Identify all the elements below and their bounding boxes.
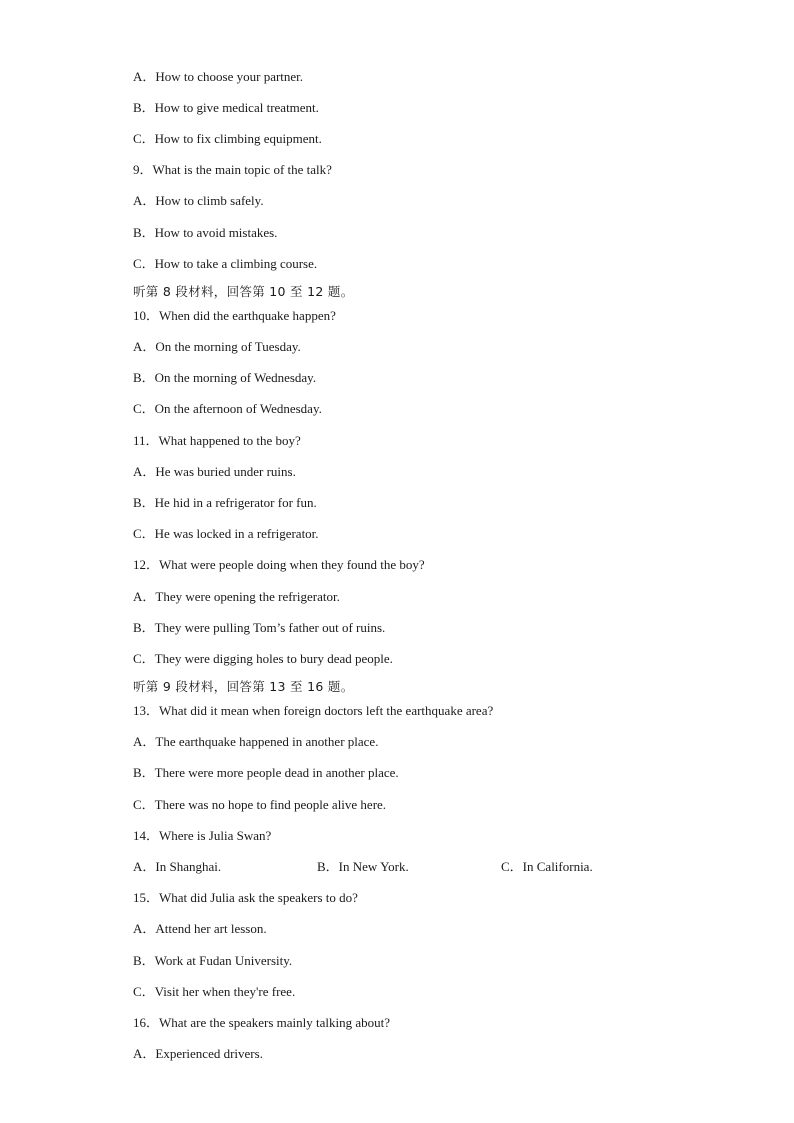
answer-option: A．Experienced drivers.: [133, 1046, 263, 1061]
answer-option: A．Attend her art lesson.: [133, 921, 267, 936]
answer-option: B．On the morning of Wednesday.: [133, 370, 317, 385]
answer-option: A．They were opening the refrigerator.: [133, 589, 340, 604]
answer-option: B．Work at Fudan University.: [133, 953, 293, 968]
answer-option: A．How to climb safely.: [133, 193, 264, 208]
question-stem: 13．What did it mean when foreign doctors left the earthquake area?: [133, 703, 494, 718]
question-stem: 14．Where is Julia Swan?: [133, 828, 272, 843]
question-stem: 10．When did the earthquake happen?: [133, 308, 336, 323]
answer-option: B．They were pulling Tom’s father out of ruins.: [133, 620, 386, 635]
answer-option: C．In California.: [501, 859, 593, 874]
answer-option: C．He was locked in a refrigerator.: [133, 526, 319, 541]
answer-option: C．How to take a climbing course.: [133, 256, 318, 271]
answer-option: C．Visit her when they're free.: [133, 984, 296, 999]
question-stem: 15．What did Julia ask the speakers to do?: [133, 890, 358, 905]
answer-option: C．There was no hope to find people alive here.: [133, 797, 387, 812]
answer-option: C．On the afternoon of Wednesday.: [133, 401, 322, 416]
answer-option: A．The earthquake happened in another place.: [133, 734, 379, 749]
answer-option: B．There were more people dead in another place.: [133, 765, 399, 780]
answer-option: B．How to give medical treatment.: [133, 100, 319, 115]
section-instruction: 听第 9 段材料，回答第 13 至 16 题。: [133, 679, 354, 694]
question-stem: 11．What happened to the boy?: [133, 433, 301, 448]
question-stem: 12．What were people doing when they found the boy?: [133, 557, 425, 572]
answer-option: B．How to avoid mistakes.: [133, 225, 278, 240]
answer-option: B．He hid in a refrigerator for fun.: [133, 495, 317, 510]
answer-option: A．In Shanghai.: [133, 859, 222, 874]
answer-option: A．He was buried under ruins.: [133, 464, 296, 479]
answer-option: A．How to choose your partner.: [133, 69, 304, 84]
question-stem: 9．What is the main topic of the talk?: [133, 162, 332, 177]
question-stem: 16．What are the speakers mainly talking about?: [133, 1015, 391, 1030]
answer-option: C．How to fix climbing equipment.: [133, 131, 322, 146]
section-instruction: 听第 8 段材料，回答第 10 至 12 题。: [133, 284, 354, 299]
answer-option: A．On the morning of Tuesday.: [133, 339, 301, 354]
answer-option: B．In New York.: [317, 859, 409, 874]
answer-option: C．They were digging holes to bury dead people.: [133, 651, 393, 666]
